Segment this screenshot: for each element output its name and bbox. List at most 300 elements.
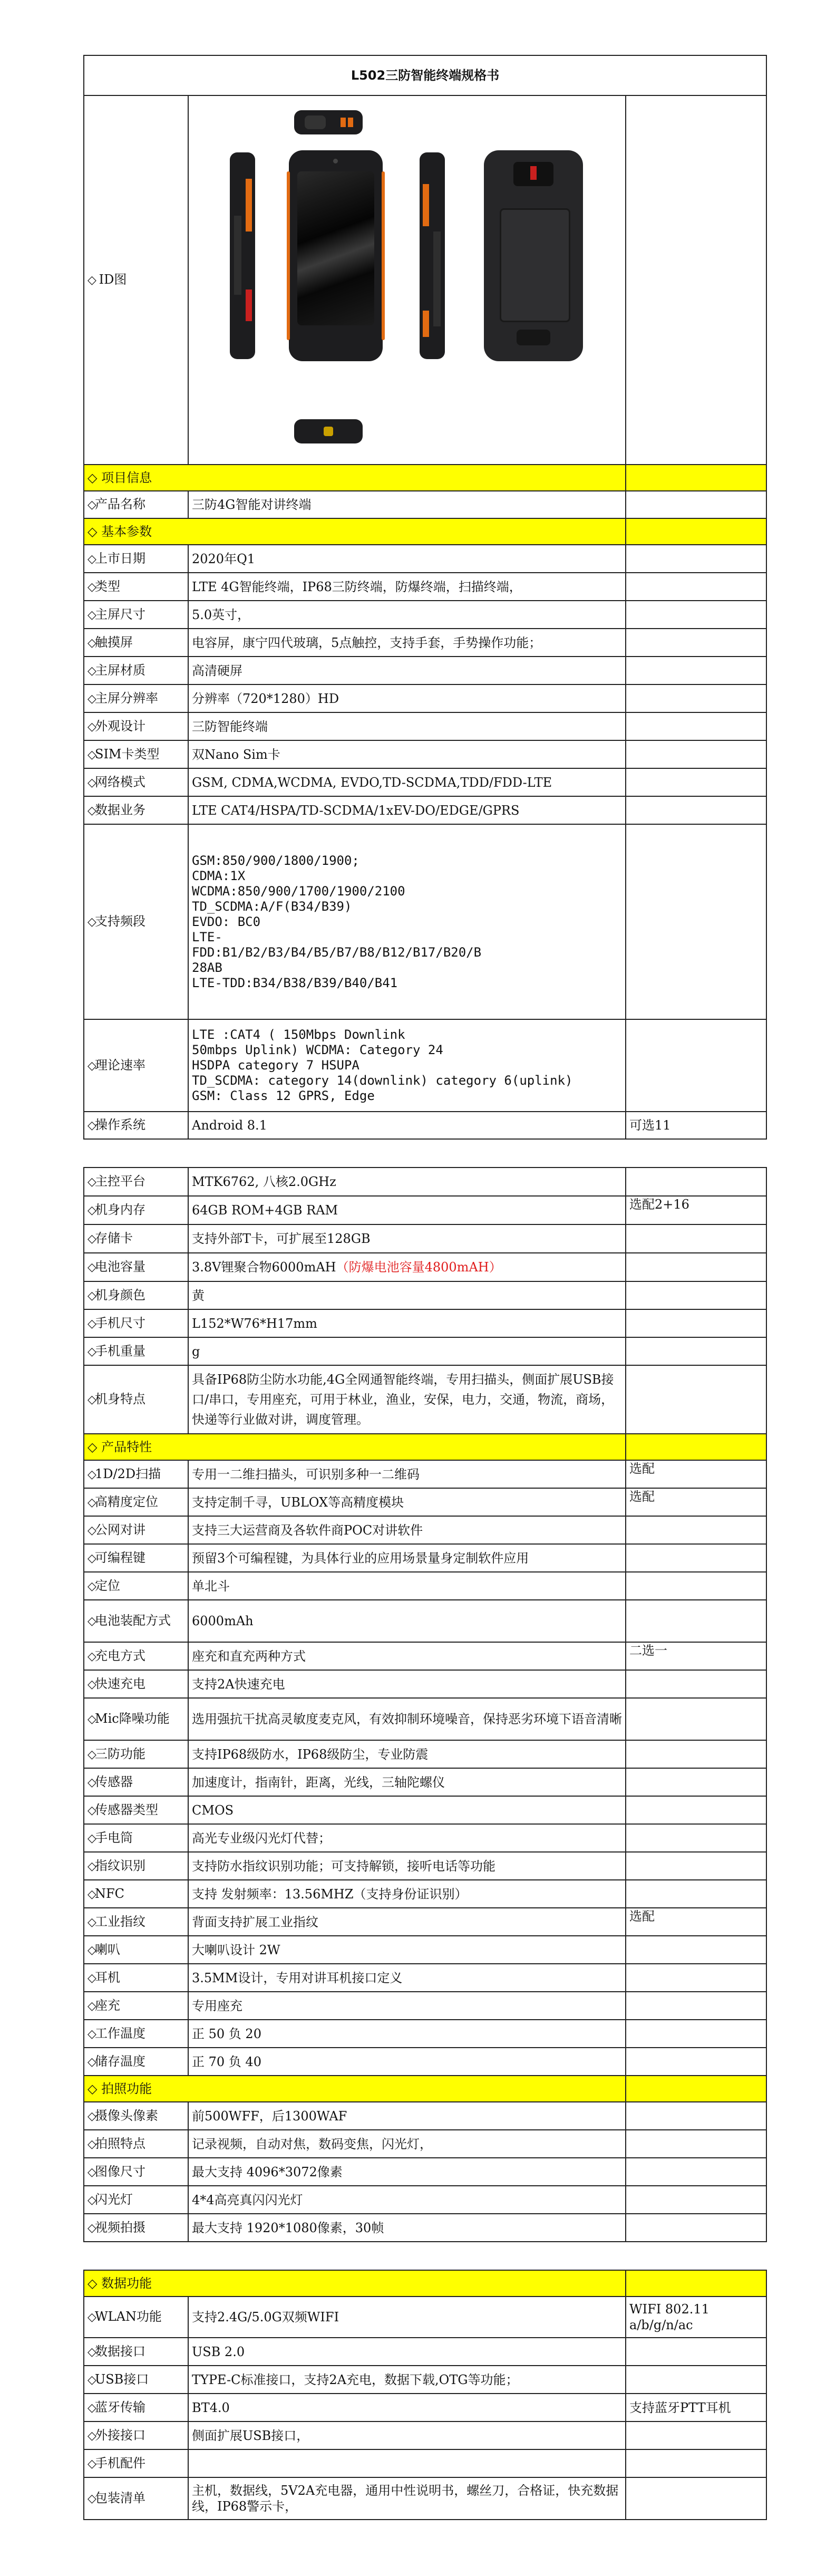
- section-title-cell: [84, 465, 626, 491]
- spec-row: [84, 1642, 766, 1670]
- row-note: [626, 1964, 766, 1992]
- row-label-cell: [84, 1964, 188, 1992]
- section-title: 项目信息: [101, 470, 152, 485]
- spec-row: [84, 1112, 766, 1139]
- row-label-cell: [84, 712, 188, 740]
- row-note: [626, 1600, 766, 1642]
- row-note: [626, 2449, 766, 2477]
- row-value: 最大支持 4096*3072像素: [188, 2158, 626, 2186]
- row-label-cell: [84, 1908, 188, 1936]
- row-value: CMOS: [188, 1796, 626, 1824]
- explosion-proof-battery-note: （防爆电池容量4800mAH）: [336, 1260, 502, 1275]
- spec-row: [84, 1796, 766, 1824]
- row-value: 最大支持 1920*1080像素，30帧: [188, 2214, 626, 2242]
- diamond-icon: ◇: [88, 1496, 96, 1509]
- diamond-icon: ◇: [88, 1523, 96, 1537]
- row-note: [626, 2020, 766, 2048]
- diamond-icon: ◇: [88, 1859, 96, 1873]
- row-value: 正 50 负 20: [188, 2020, 626, 2048]
- spec-row: [84, 1768, 766, 1796]
- diamond-icon: ◇: [88, 776, 96, 789]
- row-label-cell: [84, 1168, 188, 1196]
- spec-row: [84, 1572, 766, 1600]
- spec-row: [84, 1488, 766, 1516]
- section-title: 数据功能: [101, 2276, 152, 2291]
- spec-row: [84, 2214, 766, 2242]
- row-note: [626, 2214, 766, 2242]
- row-label: 定位: [95, 1578, 120, 1593]
- row-label-cell: [84, 573, 188, 601]
- spec-row: [84, 796, 766, 824]
- row-label-cell: [84, 2297, 188, 2338]
- phone-back-view: [484, 150, 583, 361]
- row-value: 支持防水指纹识别功能；可支持解锁，接听电话等功能: [188, 1852, 626, 1880]
- row-note: [626, 1019, 766, 1112]
- row-label: 机身特点: [95, 1392, 145, 1406]
- spec-row: [84, 1908, 766, 1936]
- row-value: 预留3个可编程键，为具体行业的应用场景量身定制软件应用: [188, 1544, 626, 1572]
- value-line: TD_SCDMA:A/F(B34/B39): [192, 899, 352, 914]
- row-value: 单北斗: [188, 1572, 626, 1600]
- row-note: [626, 2158, 766, 2186]
- value-line: EVDO: BC0: [192, 914, 261, 929]
- row-label: 充电方式: [95, 1648, 145, 1663]
- phone-screen: [297, 171, 374, 325]
- spec-row: [84, 1600, 766, 1642]
- row-value: 专用一二维扫描头，可识别多种一二维码: [188, 1460, 626, 1488]
- row-note: [626, 1768, 766, 1796]
- section-title-cell: [84, 2076, 626, 2102]
- spec-row: [84, 824, 766, 1019]
- spec-row: [84, 573, 766, 601]
- row-label: 喇叭: [95, 1942, 120, 1957]
- row-label: 理论速率: [95, 1057, 145, 1073]
- row-label: 座充: [95, 1998, 120, 2013]
- row-value: TYPE-C标准接口，支持2A充电，数据下载,OTG等功能；: [188, 2366, 626, 2394]
- row-note: 支持蓝牙PTT耳机: [626, 2394, 766, 2421]
- row-label-cell: [84, 1196, 188, 1224]
- battery-value-cell: [188, 1253, 626, 1281]
- row-label: 闪光灯: [95, 2192, 133, 2207]
- row-value: L152*W76*H17mm: [188, 1309, 626, 1337]
- row-label: 数据业务: [95, 802, 145, 817]
- spec-row: [84, 1880, 766, 1908]
- row-value: 具备IP68防尘防水功能,4G全网通智能终端，专用扫描头，侧面扩展USB接口/串口，专用座充，可用于林业，渔业，安保，电力，交通，物流，商场，快递等行业做对讲，调度管理。: [188, 1365, 626, 1434]
- row-label-cell: [84, 1337, 188, 1365]
- row-value: 前500WFF，后1300WAF: [188, 2102, 626, 2130]
- row-value: 支持定制千寻，UBLOX等高精度模块: [188, 1488, 626, 1516]
- row-label-cell: [84, 1768, 188, 1796]
- spec-row: [84, 1281, 766, 1309]
- row-value: MTK6762, 八核2.0GHz: [188, 1168, 626, 1196]
- row-note: [626, 491, 766, 518]
- diamond-icon: ◇: [88, 498, 96, 512]
- row-label-cell: [84, 1224, 188, 1253]
- row-note: 选配: [626, 1908, 766, 1936]
- spec-row: [84, 2338, 766, 2366]
- section-camera: [84, 2076, 766, 2102]
- spec-row: [84, 1253, 766, 1281]
- diamond-icon: ◇: [88, 2027, 96, 2041]
- value-line: WCDMA:850/900/1700/1900/2100: [192, 883, 405, 899]
- id-image-row: [84, 95, 766, 465]
- row-value: 3.5MM设计，专用对讲耳机接口定义: [188, 1964, 626, 1992]
- row-label-cell: [84, 1824, 188, 1852]
- spec-row: [84, 2449, 766, 2477]
- row-value: 分辨率（720*1280）HD: [188, 684, 626, 712]
- row-label-cell: [84, 2449, 188, 2477]
- diamond-icon: ◇: [88, 1803, 96, 1817]
- diamond-icon: ◇: [88, 692, 96, 706]
- row-label: 摄像头像素: [95, 2108, 158, 2123]
- spec-row: [84, 1670, 766, 1698]
- row-label-cell: [84, 768, 188, 796]
- row-label-cell: [84, 2048, 188, 2076]
- spec-row: [84, 601, 766, 629]
- diamond-icon: ◇: [88, 2429, 96, 2443]
- spec-row: [84, 1992, 766, 2020]
- page-title: L502三防智能终端规格书: [84, 55, 766, 95]
- row-label: 主屏尺寸: [95, 606, 145, 622]
- id-label: ID图: [99, 272, 127, 287]
- diamond-icon: ◇: [88, 664, 96, 678]
- row-label-cell: [84, 1309, 188, 1337]
- row-label-cell: [84, 1460, 188, 1488]
- diamond-icon: ◇: [88, 1204, 96, 1217]
- row-note: [626, 2366, 766, 2394]
- spec-row: [84, 1019, 766, 1112]
- row-label: 电池容量: [95, 1259, 145, 1274]
- row-value: 黄: [188, 1281, 626, 1309]
- value-line: TD_SCDMA: category 14(downlink) category 6(uplink): [192, 1073, 573, 1088]
- section-data-functions: [84, 2270, 766, 2297]
- row-note: [626, 601, 766, 629]
- spec-row: [84, 2421, 766, 2449]
- section-note-cell: [626, 518, 766, 545]
- diamond-icon: ◇: [88, 2373, 96, 2387]
- value-line: CDMA:1X: [192, 868, 246, 883]
- row-value: [188, 2449, 626, 2477]
- row-note: [626, 1670, 766, 1698]
- row-label-cell: [84, 1281, 188, 1309]
- section-title-cell: [84, 518, 626, 545]
- row-label-cell: [84, 824, 188, 1019]
- row-note: [626, 1281, 766, 1309]
- row-value: 2020年Q1: [188, 545, 626, 573]
- row-note: 选配2+16: [626, 1196, 766, 1224]
- row-note: [626, 740, 766, 768]
- spacer-cell: [84, 1139, 766, 1168]
- row-label-cell: [84, 1544, 188, 1572]
- phone-bottom-view: [294, 419, 363, 443]
- row-note: [626, 2102, 766, 2130]
- row-value: 座充和直充两种方式: [188, 1642, 626, 1670]
- id-label-cell: [84, 95, 188, 465]
- row-value: 背面支持扩展工业指纹: [188, 1908, 626, 1936]
- row-value: 3.8V锂聚合物6000mAH: [192, 1260, 336, 1275]
- row-note: 选配: [626, 1460, 766, 1488]
- diamond-icon: ◇: [88, 1119, 96, 1132]
- diamond-icon: ◇: [88, 2081, 98, 2096]
- diamond-icon: ◇: [88, 2401, 96, 2415]
- row-label-cell: [84, 684, 188, 712]
- row-value: Android 8.1: [188, 1112, 626, 1139]
- spec-row: [84, 1168, 766, 1196]
- row-label: 储存温度: [95, 2053, 145, 2069]
- row-label: 1D/2D扫描: [95, 1466, 161, 1481]
- spec-row: [84, 1365, 766, 1434]
- row-label: 电池装配方式: [95, 1613, 171, 1628]
- diamond-icon: ◇: [88, 2193, 96, 2207]
- row-label-cell: [84, 740, 188, 768]
- row-note: 二选一: [626, 1642, 766, 1670]
- row-label-cell: [84, 491, 188, 518]
- spec-row: [84, 491, 766, 518]
- row-label: 公网对讲: [95, 1522, 145, 1537]
- diamond-icon: ◇: [88, 1579, 96, 1593]
- diamond-icon: ◇: [88, 915, 96, 929]
- diamond-icon: ◇: [88, 2165, 96, 2179]
- row-label: 蓝牙传输: [95, 2399, 145, 2415]
- row-label: 工作温度: [95, 2025, 145, 2041]
- row-label: 触摸屏: [95, 634, 133, 650]
- row-label: 支持频段: [95, 914, 145, 929]
- row-label: 存储卡: [95, 1231, 133, 1246]
- row-note: WIFI 802.11 a/b/g/n/ac: [626, 2297, 766, 2338]
- row-label-cell: [84, 629, 188, 657]
- spec-row: [84, 2297, 766, 2338]
- diamond-icon: ◇: [88, 1831, 96, 1845]
- section-basic-params: [84, 518, 766, 545]
- section-title: 产品特性: [101, 1440, 152, 1454]
- row-note: 可选11: [626, 1112, 766, 1139]
- section-title-cell: [84, 2270, 626, 2297]
- row-value-lines: [188, 824, 626, 1019]
- row-note: [626, 2421, 766, 2449]
- row-value: 记录视频，自动对焦，数码变焦，闪光灯，: [188, 2130, 626, 2158]
- diamond-icon: ◇: [88, 2221, 96, 2235]
- diamond-icon: ◇: [88, 1713, 96, 1726]
- diamond-icon: ◇: [88, 1551, 96, 1565]
- row-value: 侧面扩展USB接口，: [188, 2421, 626, 2449]
- diamond-icon: ◇: [88, 1776, 96, 1789]
- product-image-cell: [188, 95, 626, 465]
- row-note: [626, 2477, 766, 2520]
- spec-row: [84, 2130, 766, 2158]
- value-line: 50mbps Uplink) WCDMA: Category 24: [192, 1043, 443, 1057]
- row-label-cell: [84, 1019, 188, 1112]
- value-line: 28AB: [192, 960, 222, 975]
- spec-row: [84, 2477, 766, 2520]
- spec-row: [84, 1740, 766, 1768]
- row-note: [626, 545, 766, 573]
- row-note: [626, 2130, 766, 2158]
- row-label: 外接接口: [95, 2427, 145, 2443]
- row-value: 主机，数据线，5V2A充电器，通用中性说明书，螺丝刀，合格证，快充数据线，IP68警示卡，: [188, 2477, 626, 2520]
- spec-row: [84, 1224, 766, 1253]
- row-value: 电容屏，康宁四代玻璃，5点触控，支持手套，手势操作功能；: [188, 629, 626, 657]
- row-label: 图像尺寸: [95, 2164, 145, 2179]
- row-label-cell: [84, 2020, 188, 2048]
- row-label: 机身内存: [95, 1202, 145, 1217]
- row-note: [626, 1544, 766, 1572]
- row-label-cell: [84, 1600, 188, 1642]
- row-label-cell: [84, 1936, 188, 1964]
- row-label-cell: [84, 1740, 188, 1768]
- spec-row: [84, 2158, 766, 2186]
- spec-row: [84, 1337, 766, 1365]
- row-note: [626, 1880, 766, 1908]
- spacer-cell: [84, 2242, 766, 2270]
- spec-row: [84, 684, 766, 712]
- spec-row: [84, 1309, 766, 1337]
- value-line: GSM:850/900/1800/1900;: [192, 853, 359, 868]
- diamond-icon: ◇: [88, 524, 98, 539]
- spec-row: [84, 1698, 766, 1740]
- row-label-cell: [84, 1698, 188, 1740]
- diamond-icon: ◇: [88, 552, 96, 566]
- row-note: [626, 2338, 766, 2366]
- row-label-cell: [84, 657, 188, 684]
- row-label-cell: [84, 1488, 188, 1516]
- row-label-cell: [84, 2102, 188, 2130]
- row-value: BT4.0: [188, 2394, 626, 2421]
- row-note: [626, 684, 766, 712]
- diamond-icon: ◇: [88, 1393, 96, 1406]
- row-label: 拍照特点: [95, 2136, 145, 2151]
- row-value: 支持2A快速充电: [188, 1670, 626, 1698]
- diamond-icon: ◇: [88, 1175, 96, 1189]
- row-note: [626, 796, 766, 824]
- row-note: [626, 2186, 766, 2214]
- diamond-icon: ◇: [88, 1440, 98, 1454]
- diamond-icon: ◇: [88, 2276, 98, 2291]
- row-value: 正 70 负 40: [188, 2048, 626, 2076]
- row-label: SIM卡类型: [95, 746, 160, 761]
- section-title: 拍照功能: [101, 2081, 152, 2096]
- diamond-icon: ◇: [88, 720, 96, 734]
- diamond-icon: ◇: [88, 1468, 96, 1481]
- diamond-icon: ◇: [88, 1915, 96, 1929]
- diamond-icon: ◇: [88, 1887, 96, 1901]
- row-value: 支持三大运营商及各软件商POC对讲软件: [188, 1516, 626, 1544]
- diamond-icon: ◇: [88, 2457, 96, 2471]
- row-note: [626, 1365, 766, 1434]
- spec-row: [84, 1544, 766, 1572]
- row-label: Mic降噪功能: [95, 1711, 170, 1726]
- row-note: [626, 573, 766, 601]
- row-value: 大喇叭设计 2W: [188, 1936, 626, 1964]
- row-value: LTE CAT4/HSPA/TD-SCDMA/1xEV-DO/EDGE/GPRS: [188, 796, 626, 824]
- spec-table: [83, 55, 767, 2520]
- phone-top-view: [294, 110, 363, 134]
- row-label: 手机重量: [95, 1343, 145, 1358]
- diamond-icon: ◇: [88, 1289, 96, 1303]
- section-note-cell: [626, 1434, 766, 1460]
- diamond-icon: ◇: [88, 1943, 96, 1957]
- row-label: 产品名称: [95, 497, 145, 512]
- row-label-cell: [84, 1365, 188, 1434]
- row-value: 双Nano Sim卡: [188, 740, 626, 768]
- diamond-icon: ◇: [88, 1059, 96, 1073]
- product-views: [191, 99, 622, 461]
- row-value: g: [188, 1337, 626, 1365]
- row-label-cell: [84, 2130, 188, 2158]
- row-label: 外观设计: [95, 718, 145, 734]
- row-value: 支持IP68级防水，IP68级防尘，专业防震: [188, 1740, 626, 1768]
- diamond-icon: ◇: [88, 1261, 96, 1274]
- row-label: 指纹识别: [95, 1858, 145, 1873]
- row-label: 网络模式: [95, 774, 145, 789]
- value-line: LTE-: [192, 929, 222, 944]
- row-value: 高清硬屏: [188, 657, 626, 684]
- phone-front-view: [289, 150, 383, 361]
- diamond-icon: ◇: [88, 1615, 96, 1628]
- diamond-icon: ◇: [88, 2055, 96, 2069]
- row-value: 支持外部T卡，可扩展至128GB: [188, 1224, 626, 1253]
- row-label-cell: [84, 1880, 188, 1908]
- row-label-cell: [84, 2477, 188, 2520]
- row-label: 传感器: [95, 1774, 133, 1789]
- phone-left-view: [230, 152, 255, 359]
- row-note: [626, 1516, 766, 1544]
- row-note: [626, 1337, 766, 1365]
- section-note-cell: [626, 465, 766, 491]
- spec-row: [84, 629, 766, 657]
- diamond-icon: ◇: [88, 1677, 96, 1691]
- spec-row: [84, 712, 766, 740]
- row-value: 专用座充: [188, 1992, 626, 2020]
- row-label-cell: [84, 1642, 188, 1670]
- row-label-cell: [84, 1670, 188, 1698]
- row-label-cell: [84, 1992, 188, 2020]
- row-label-cell: [84, 1516, 188, 1544]
- row-label-cell: [84, 2394, 188, 2421]
- row-label-cell: [84, 1796, 188, 1824]
- row-label-cell: [84, 796, 188, 824]
- row-label: 数据接口: [95, 2343, 145, 2359]
- spacer-row: [84, 1139, 766, 1168]
- spec-row: [84, 1936, 766, 1964]
- diamond-icon: ◇: [88, 2492, 96, 2505]
- diamond-icon: ◇: [88, 1232, 96, 1246]
- id-note-cell: [626, 95, 766, 465]
- diamond-icon: ◇: [88, 1649, 96, 1663]
- diamond-icon: ◇: [88, 2345, 96, 2359]
- diamond-icon: ◇: [88, 2109, 96, 2123]
- row-label-cell: [84, 1572, 188, 1600]
- row-value: USB 2.0: [188, 2338, 626, 2366]
- row-label: 手机配件: [95, 2455, 145, 2471]
- row-label: 手电筒: [95, 1830, 133, 1845]
- row-note: [626, 1992, 766, 2020]
- row-label: 主屏材质: [95, 662, 145, 678]
- section-note-cell: [626, 2270, 766, 2297]
- row-note: [626, 712, 766, 740]
- row-label: 传感器类型: [95, 1802, 158, 1817]
- row-label: 主屏分辨率: [95, 690, 158, 706]
- row-label: 工业指纹: [95, 1914, 145, 1929]
- row-label: 可编程键: [95, 1550, 145, 1565]
- row-label-cell: [84, 2158, 188, 2186]
- spec-row: [84, 740, 766, 768]
- spec-row: [84, 545, 766, 573]
- spec-row: [84, 1516, 766, 1544]
- row-value: 支持2.4G/5.0G双频WIFI: [188, 2297, 626, 2338]
- spec-row: [84, 1460, 766, 1488]
- row-label-cell: [84, 2186, 188, 2214]
- spec-row: [84, 2048, 766, 2076]
